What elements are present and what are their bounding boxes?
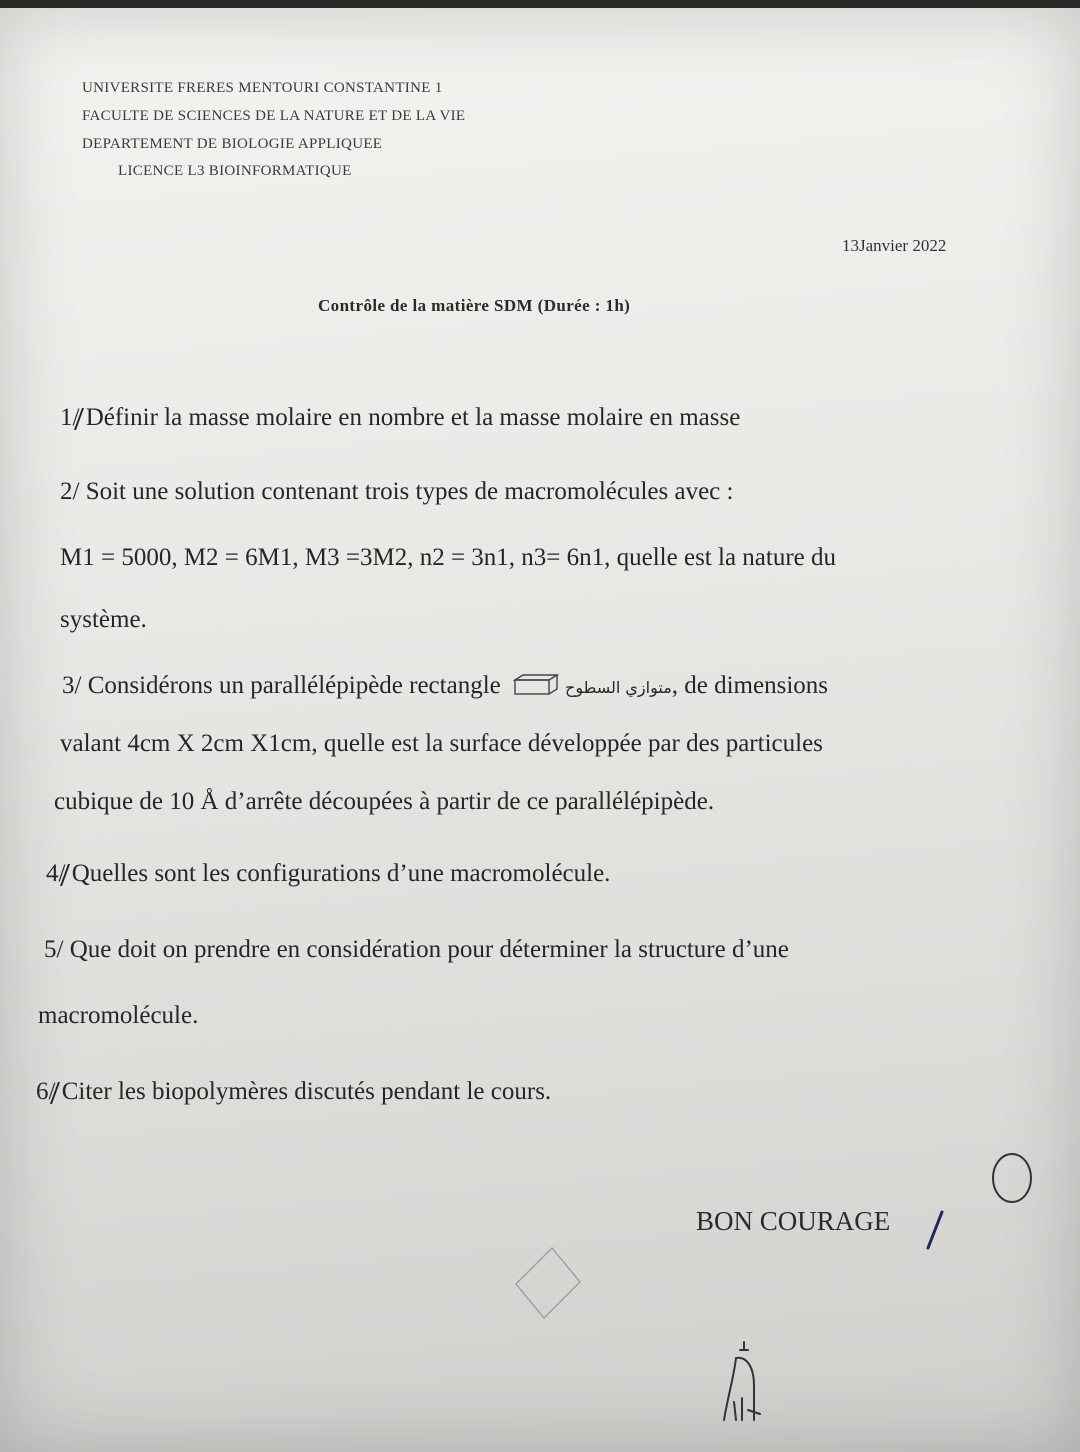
question-6-number: 6/ [36,1078,56,1105]
question-2-line-2: M1 = 5000, M2 = 6M1, M3 =3M2, n2 = 3n1, n3= 6n1, quelle est la nature du [60,544,837,571]
closing-text: BON COURAGE [696,1206,891,1236]
question-3-number: 3/ [62,672,82,699]
question-2-line-3: système. [60,606,147,633]
faculty-name: FACULTE DE SCIENCES DE LA NATURE ET DE LA VIE [82,108,466,124]
question-6-text: Citer les biopolymères discutés pendant le cours. [55,1078,552,1105]
question-2-line-1 [60,478,733,506]
exam-title: Contrôle de la matière SDM (Durée : 1h) [318,296,631,315]
question-3-text-end: , de dimensions [671,672,829,699]
department-name: DEPARTEMENT DE BIOLOGIE APPLIQUEE [82,136,383,152]
question-5-line-2: macromolécule. [38,1002,199,1029]
question-4-text: Quelles sont les configurations d’une macromolécule. [65,860,611,887]
parallelepiped-icon [513,674,559,696]
pencil-square-icon [508,1240,588,1326]
question-4-number: 4/ [46,860,66,887]
licence-name: LICENCE L3 BIOINFORMATIQUE [118,163,352,179]
question-1 [60,404,740,432]
handwritten-circle-icon [986,1146,1038,1210]
question-5-number: 5/ [44,936,64,963]
question-5-text: Que doit on prendre en considération pour déterminer la structure d’une [63,936,789,963]
university-name: UNIVERSITE FRERES MENTOURI CONSTANTINE 1 [82,80,443,96]
question-1-number: 1/ [60,404,80,431]
question-1-text: Définir la masse molaire en nombre et la masse molaire en masse [79,404,741,431]
question-5-line-1 [44,936,789,964]
arabic-term: متوازي السطوح [565,678,672,697]
exam-sheet [0,8,1080,1452]
question-6 [36,1078,551,1106]
question-4 [46,860,610,888]
exam-date: 13Janvier 2022 [842,236,947,255]
signature-icon [714,1336,770,1428]
pen-stroke-icon [920,1208,950,1252]
question-3-line-1 [62,672,828,700]
question-2-text: Soit une solution contenant trois types de macromolécules avec : [79,478,734,505]
question-2-number: 2/ [60,478,80,505]
question-3-line-3: cubique de 10 Å d’arrête découpées à partir de ce parallélépipède. [54,788,715,815]
question-3-text: Considérons un parallélépipède rectangle [81,672,501,699]
question-3-line-2: valant 4cm X 2cm X1cm, quelle est la surface développée par des particules [60,730,823,757]
